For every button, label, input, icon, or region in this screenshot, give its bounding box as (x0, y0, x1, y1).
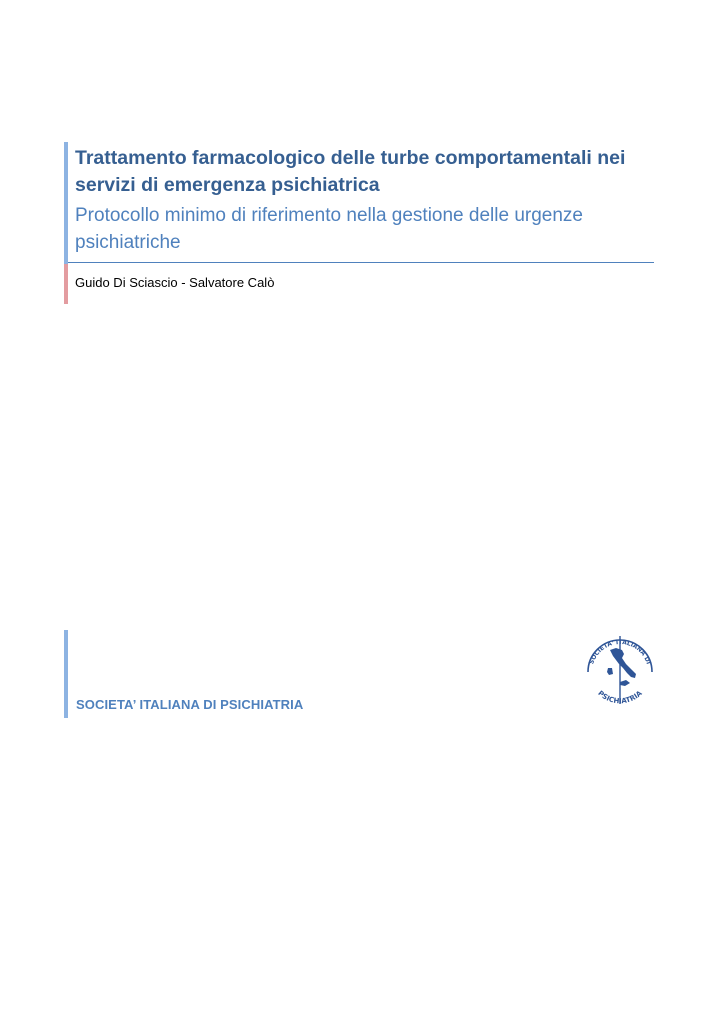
document-authors: Guido Di Sciascio - Salvatore Calò (75, 275, 275, 290)
author-accent-bar (64, 264, 68, 304)
title-divider (68, 262, 654, 263)
document-title: Trattamento farmacologico delle turbe comportamentali nei servizi di emergenza psichiatrica (75, 147, 626, 196)
title-accent-bar (64, 142, 68, 264)
italy-map-icon (607, 648, 636, 686)
document-subtitle: Protocollo minimo di riferimento nella gestione delle urgenze psichiatriche (75, 205, 583, 253)
svg-text:SOCIETA' ITALIANA DI: SOCIETA' ITALIANA DI (588, 638, 652, 666)
footer-accent-bar (64, 630, 68, 718)
svg-text:PSICHIATRIA: PSICHIATRIA (596, 689, 644, 706)
organization-name: SOCIETA’ ITALIANA DI PSICHIATRIA (76, 697, 304, 712)
sip-logo (580, 628, 660, 708)
